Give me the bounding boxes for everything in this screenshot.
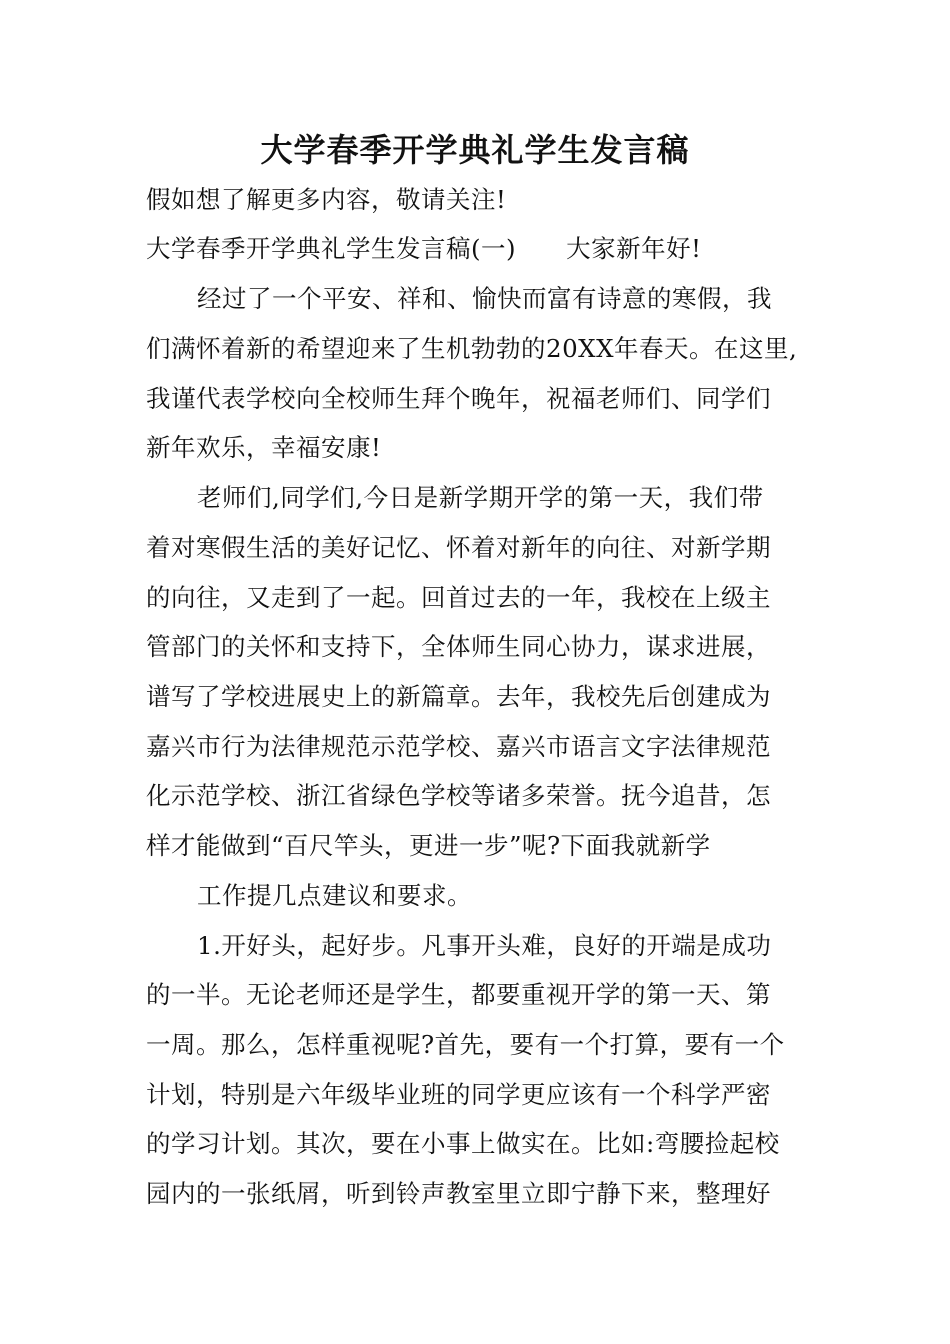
paragraph-2-line-8: 样才能做到“百尺竿头，更进一步”呢?下面我就新学 [146, 831, 711, 860]
paragraph-4-line-6: 园内的一张纸屑，听到铃声教室里立即宁静下来，整理好 [146, 1179, 771, 1208]
intro-line: 假如想了解更多内容，敬请关注! [146, 185, 507, 214]
paragraph-1-line-4: 新年欢乐，幸福安康! [146, 433, 382, 462]
paragraph-4-line-3: 一周。那么，怎样重视呢?首先，要有一个打算，要有一个 [146, 1030, 785, 1059]
paragraph-2-line-3: 的向往，又走到了一起。回首过去的一年，我校在上级主 [146, 583, 771, 612]
paragraph-3-line-1: 工作提几点建议和要求。 [197, 881, 472, 910]
paragraph-4-line-1: 1.开好头，起好步。凡事开头难，良好的开端是成功 [197, 931, 772, 960]
paragraph-4-line-2: 的一半。无论老师还是学生，都要重视开学的第一天、第 [146, 980, 771, 1009]
document-title: 大学春季开学典礼学生发言稿 [260, 131, 690, 169]
paragraph-4-line-5: 的学习计划。其次，要在小事上做实在。比如:弯腰捡起校 [146, 1129, 780, 1158]
paragraph-1-line-3: 我谨代表学校向全校师生拜个晚年，祝福老师们、同学们 [146, 384, 771, 413]
paragraph-2-line-7: 化示范学校、浙江省绿色学校等诸多荣誉。抚今追昔，怎 [146, 781, 771, 810]
paragraph-2-line-5: 谱写了学校进展史上的新篇章。去年，我校先后创建成为 [146, 682, 771, 711]
paragraph-1-line-2: 们满怀着新的希望迎来了生机勃勃的20XX年春天。在这里, [146, 334, 798, 363]
paragraph-4-line-4: 计划，特别是六年级毕业班的同学更应该有一个科学严密 [146, 1080, 771, 1109]
paragraph-2-line-6: 嘉兴市行为法律规范示范学校、嘉兴市语言文字法律规范 [146, 732, 771, 761]
subtitle-line: 大学春季开学典礼学生发言稿(一) 大家新年好! [146, 234, 702, 263]
paragraph-1-line-1: 经过了一个平安、祥和、愉快而富有诗意的寒假，我 [197, 284, 772, 313]
paragraph-2-line-1: 老师们,同学们,今日是新学期开学的第一天，我们带 [197, 483, 764, 512]
paragraph-2-line-2: 着对寒假生活的美好记忆、怀着对新年的向往、对新学期 [146, 533, 771, 562]
paragraph-2-line-4: 管部门的关怀和支持下，全体师生同心协力，谋求进展， [146, 632, 771, 661]
